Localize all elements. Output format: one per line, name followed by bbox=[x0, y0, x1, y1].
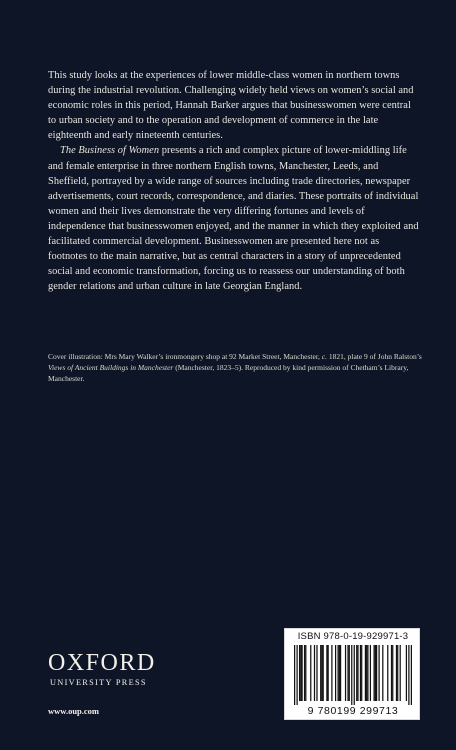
barcode-bar bbox=[304, 645, 305, 701]
barcode-bar bbox=[296, 645, 297, 705]
barcode-bar bbox=[339, 645, 340, 701]
isbn-label: ISBN 978-0-19-929971-3 bbox=[297, 631, 409, 642]
barcode-bar bbox=[305, 645, 306, 701]
credit-book-title: Views of Ancient Buildings in Manchester bbox=[48, 363, 174, 372]
credit-text-2: 1821, plate 9 of John Ralston’s bbox=[326, 352, 422, 361]
barcode-bar bbox=[396, 645, 397, 701]
barcode-bar bbox=[378, 645, 379, 701]
barcode-bar bbox=[316, 645, 317, 701]
blurb-text bbox=[48, 68, 420, 294]
barcode-bar bbox=[400, 645, 401, 701]
barcode-bar bbox=[367, 645, 368, 701]
barcode-bar bbox=[326, 645, 327, 701]
isbn-barcode bbox=[284, 628, 420, 720]
barcode-bar bbox=[301, 645, 302, 701]
barcode-bar bbox=[345, 645, 346, 701]
barcode-bar bbox=[321, 645, 322, 701]
barcode-bar bbox=[337, 645, 338, 701]
cover-illustration-credit bbox=[48, 351, 424, 384]
barcode-bar bbox=[382, 645, 383, 701]
barcode-bar bbox=[328, 645, 329, 701]
barcode-bar bbox=[354, 645, 355, 705]
credit-circa: c. bbox=[321, 352, 327, 361]
barcode-bar bbox=[314, 645, 315, 701]
barcode-digits: 9 780199 299713 bbox=[307, 705, 399, 717]
barcode-bar bbox=[351, 645, 352, 705]
publisher-name: OXFORD bbox=[48, 650, 156, 676]
barcode-bar bbox=[361, 645, 362, 701]
barcode-bar bbox=[320, 645, 321, 701]
barcode-bar bbox=[391, 645, 392, 701]
barcode-bar bbox=[397, 645, 398, 701]
barcode-bar bbox=[300, 645, 301, 701]
publisher-logo bbox=[48, 650, 188, 687]
barcode-bar bbox=[375, 645, 376, 701]
barcode-bar bbox=[294, 645, 295, 705]
publisher-website: www.oup.com bbox=[48, 706, 100, 716]
barcode-bar bbox=[310, 645, 311, 701]
barcode-bar bbox=[392, 645, 393, 701]
credit-text-1: Cover illustration: Mrs Mary Walker’s ironmongery shop at 92 Market Street, Manchester, bbox=[48, 352, 322, 361]
blurb-paragraph-2-text: presents a rich and complex picture of lower-middling life and female enterprise in three northern English towns, Manchester, Leeds, and Sheffield, portrayed by a wide range of sources including trade directories, newspaper advertisements, court records, correspondence, and diaries. These portraits of individual women and their lives demonstrate the very differing fortunes and levels of independence that businesswomen enjoyed, and the manner in which they exploited and facilitated commercial development. Businesswomen are presented here not as footnotes to the main narrative, but as central characters in a story of unprecedented social and economic transformation, forcing us to reassess our understanding of both gender relations and urban culture in late Georgian England. bbox=[48, 145, 419, 293]
barcode-bar bbox=[349, 645, 350, 701]
barcode-bar bbox=[411, 645, 412, 705]
barcode-bar bbox=[406, 645, 407, 701]
barcode-bar bbox=[376, 645, 377, 701]
barcode-bar bbox=[387, 645, 388, 701]
credit-text-3: (Manchester, 1823–5). Reproduced by kind permission of Chetham’s Library, Manchester. bbox=[48, 363, 409, 383]
barcode-bar bbox=[360, 645, 361, 701]
barcode-bar bbox=[347, 645, 348, 701]
barcode-bar bbox=[331, 645, 332, 701]
barcode-bar bbox=[365, 645, 366, 701]
barcode-bar bbox=[299, 645, 300, 701]
barcode-bar bbox=[323, 645, 324, 701]
barcode-bar bbox=[340, 645, 341, 701]
barcode-bar bbox=[357, 645, 358, 701]
publisher-subtitle: UNIVERSITY PRESS bbox=[50, 678, 147, 687]
barcode-bar bbox=[356, 645, 357, 701]
barcode-bar bbox=[335, 645, 336, 701]
blurb-paragraph-1: This study looks at the experiences of lower middle-class women in northern towns during the industrial revolution. Challenging widely held views on women’s social and economic roles in this period, Hannah Barker argues that businesswomen were central to urban society and to the operation and development of commerce in the late eighteenth and early nineteenth centuries. bbox=[48, 70, 414, 142]
barcode-bar bbox=[366, 645, 367, 701]
barcode-bar bbox=[408, 645, 409, 705]
barcode-bar bbox=[370, 645, 371, 701]
barcode-bars bbox=[294, 645, 412, 705]
book-title: The Business of Women bbox=[60, 145, 160, 157]
barcode-bar bbox=[373, 645, 374, 701]
blurb-paragraph-2 bbox=[48, 143, 420, 294]
